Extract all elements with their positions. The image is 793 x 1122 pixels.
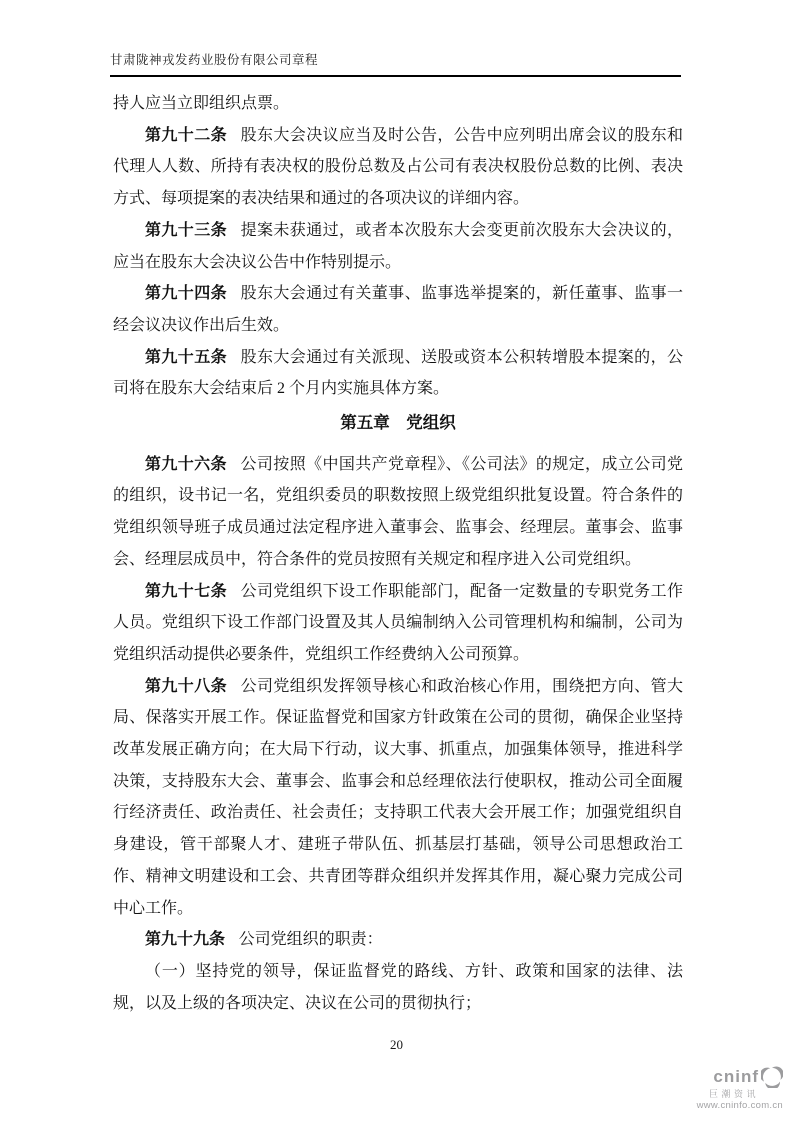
logo-row — [653, 1066, 783, 1088]
paragraph — [113, 924, 683, 956]
chapter-heading — [113, 407, 683, 439]
article-number: 第九十三条 — [145, 221, 227, 239]
document-title: 甘肃陇神戎发药业股份有限公司章程 — [110, 53, 319, 67]
paragraph-text: 党组织 — [406, 413, 456, 433]
article-number: 第九十五条 — [145, 348, 227, 366]
paragraph — [113, 120, 683, 215]
paragraph — [113, 215, 683, 278]
paragraph — [113, 671, 683, 925]
paragraph — [113, 278, 683, 341]
cninfo-swirl-icon — [761, 1066, 783, 1088]
document-body — [113, 88, 683, 1019]
header-rule — [110, 75, 681, 77]
page-header — [110, 50, 681, 77]
article-number: 第九十七条 — [145, 582, 227, 600]
paragraph-text: 公司按照《中国共产党章程》、《公司法》的规定，成立公司党的组织，设书记一名，党组织委员的职数按照上级党组织批复设置。符合条件的党组织领导班子成员通过法定程序进入董事会、监事会、经理层。董事会、监事会、经理层成员中，符合条件的党员按照有关规定和程序进入公司党组织。 — [113, 455, 683, 568]
cninfo-watermark — [653, 1066, 783, 1112]
article-number: 第九十九条 — [145, 931, 226, 949]
paragraph-text: 公司党组织下设工作职能部门，配备一定数量的专职党务工作人员。党组织下设工作部门设置及其人员编制纳入公司管理机构和编制，公司为党组织活动提供必要条件，党组织工作经费纳入公司预算。 — [113, 582, 683, 663]
article-number: 第九十二条 — [145, 126, 227, 144]
paragraph — [113, 956, 683, 1019]
paragraph-text: 公司党组织的职责： — [238, 931, 383, 949]
paragraph-text: 股东大会通过有关派现、送股或资本公积转增股本提案的，公司将在股东大会结束后 2 个月内实施具体方案。 — [113, 348, 683, 398]
cninfo-url: www.cninfo.com.cn — [696, 1100, 783, 1112]
paragraph-text: 股东大会通过有关董事、监事选举提案的，新任董事、监事一经会议决议作出后生效。 — [113, 285, 683, 334]
page-number: 20 — [390, 1037, 403, 1052]
paragraph-text: 股东大会决议应当及时公告，公告中应列明出席会议的股东和代理人人数、所持有表决权的股份总数及占公司有表决权股份总数的比例、表决方式、每项提案的表决结果和通过的各项决议的详细内容。 — [113, 126, 683, 208]
paragraph — [113, 88, 683, 120]
article-number: 第九十八条 — [145, 677, 227, 695]
paragraph-text: 公司党组织发挥领导核心和政治核心作用，围绕把方向、管大局、保落实开展工作。保证监督党和国家方针政策在公司的贯彻，确保企业坚持改革发展正确方向；在大局下行动，议大事、抓重点，加强集体领导，推进科学决策，支持股东大会、董事会、监事会和总经理依法行使职权，推动公司全面履行经济责任、政治责任、社会责任；支持职工代表大会开展工作；加强党组织自身建设，管干部聚人才、建班子带队伍、抓基层打基础，领导公司思想政治工作、精神文明建设和工会、共青团等群众组织并发挥其作用，凝心聚力完成公司中心工作。 — [113, 677, 683, 917]
article-number: 第九十四条 — [145, 285, 227, 303]
paragraph — [113, 576, 683, 671]
paragraph-text: 持人应当立即组织点票。 — [113, 95, 290, 112]
article-number: 第九十六条 — [145, 455, 227, 473]
paragraph-text: （一）坚持党的领导，保证监督党的路线、方针、政策和国家的法律、法规，以及上级的各项决定、决议在公司的贯彻执行； — [113, 962, 683, 1012]
paragraph — [113, 342, 683, 405]
chapter-number: 第五章 — [340, 413, 390, 433]
cninfo-brand-text: cninf — [713, 1067, 759, 1087]
cninfo-chinese-name: 巨潮资讯 — [708, 1089, 759, 1099]
paragraph-text: 提案未获通过，或者本次股东大会变更前次股东大会决议的，应当在股东大会决议公告中作特别提示。 — [113, 221, 683, 271]
paragraph — [113, 449, 683, 576]
